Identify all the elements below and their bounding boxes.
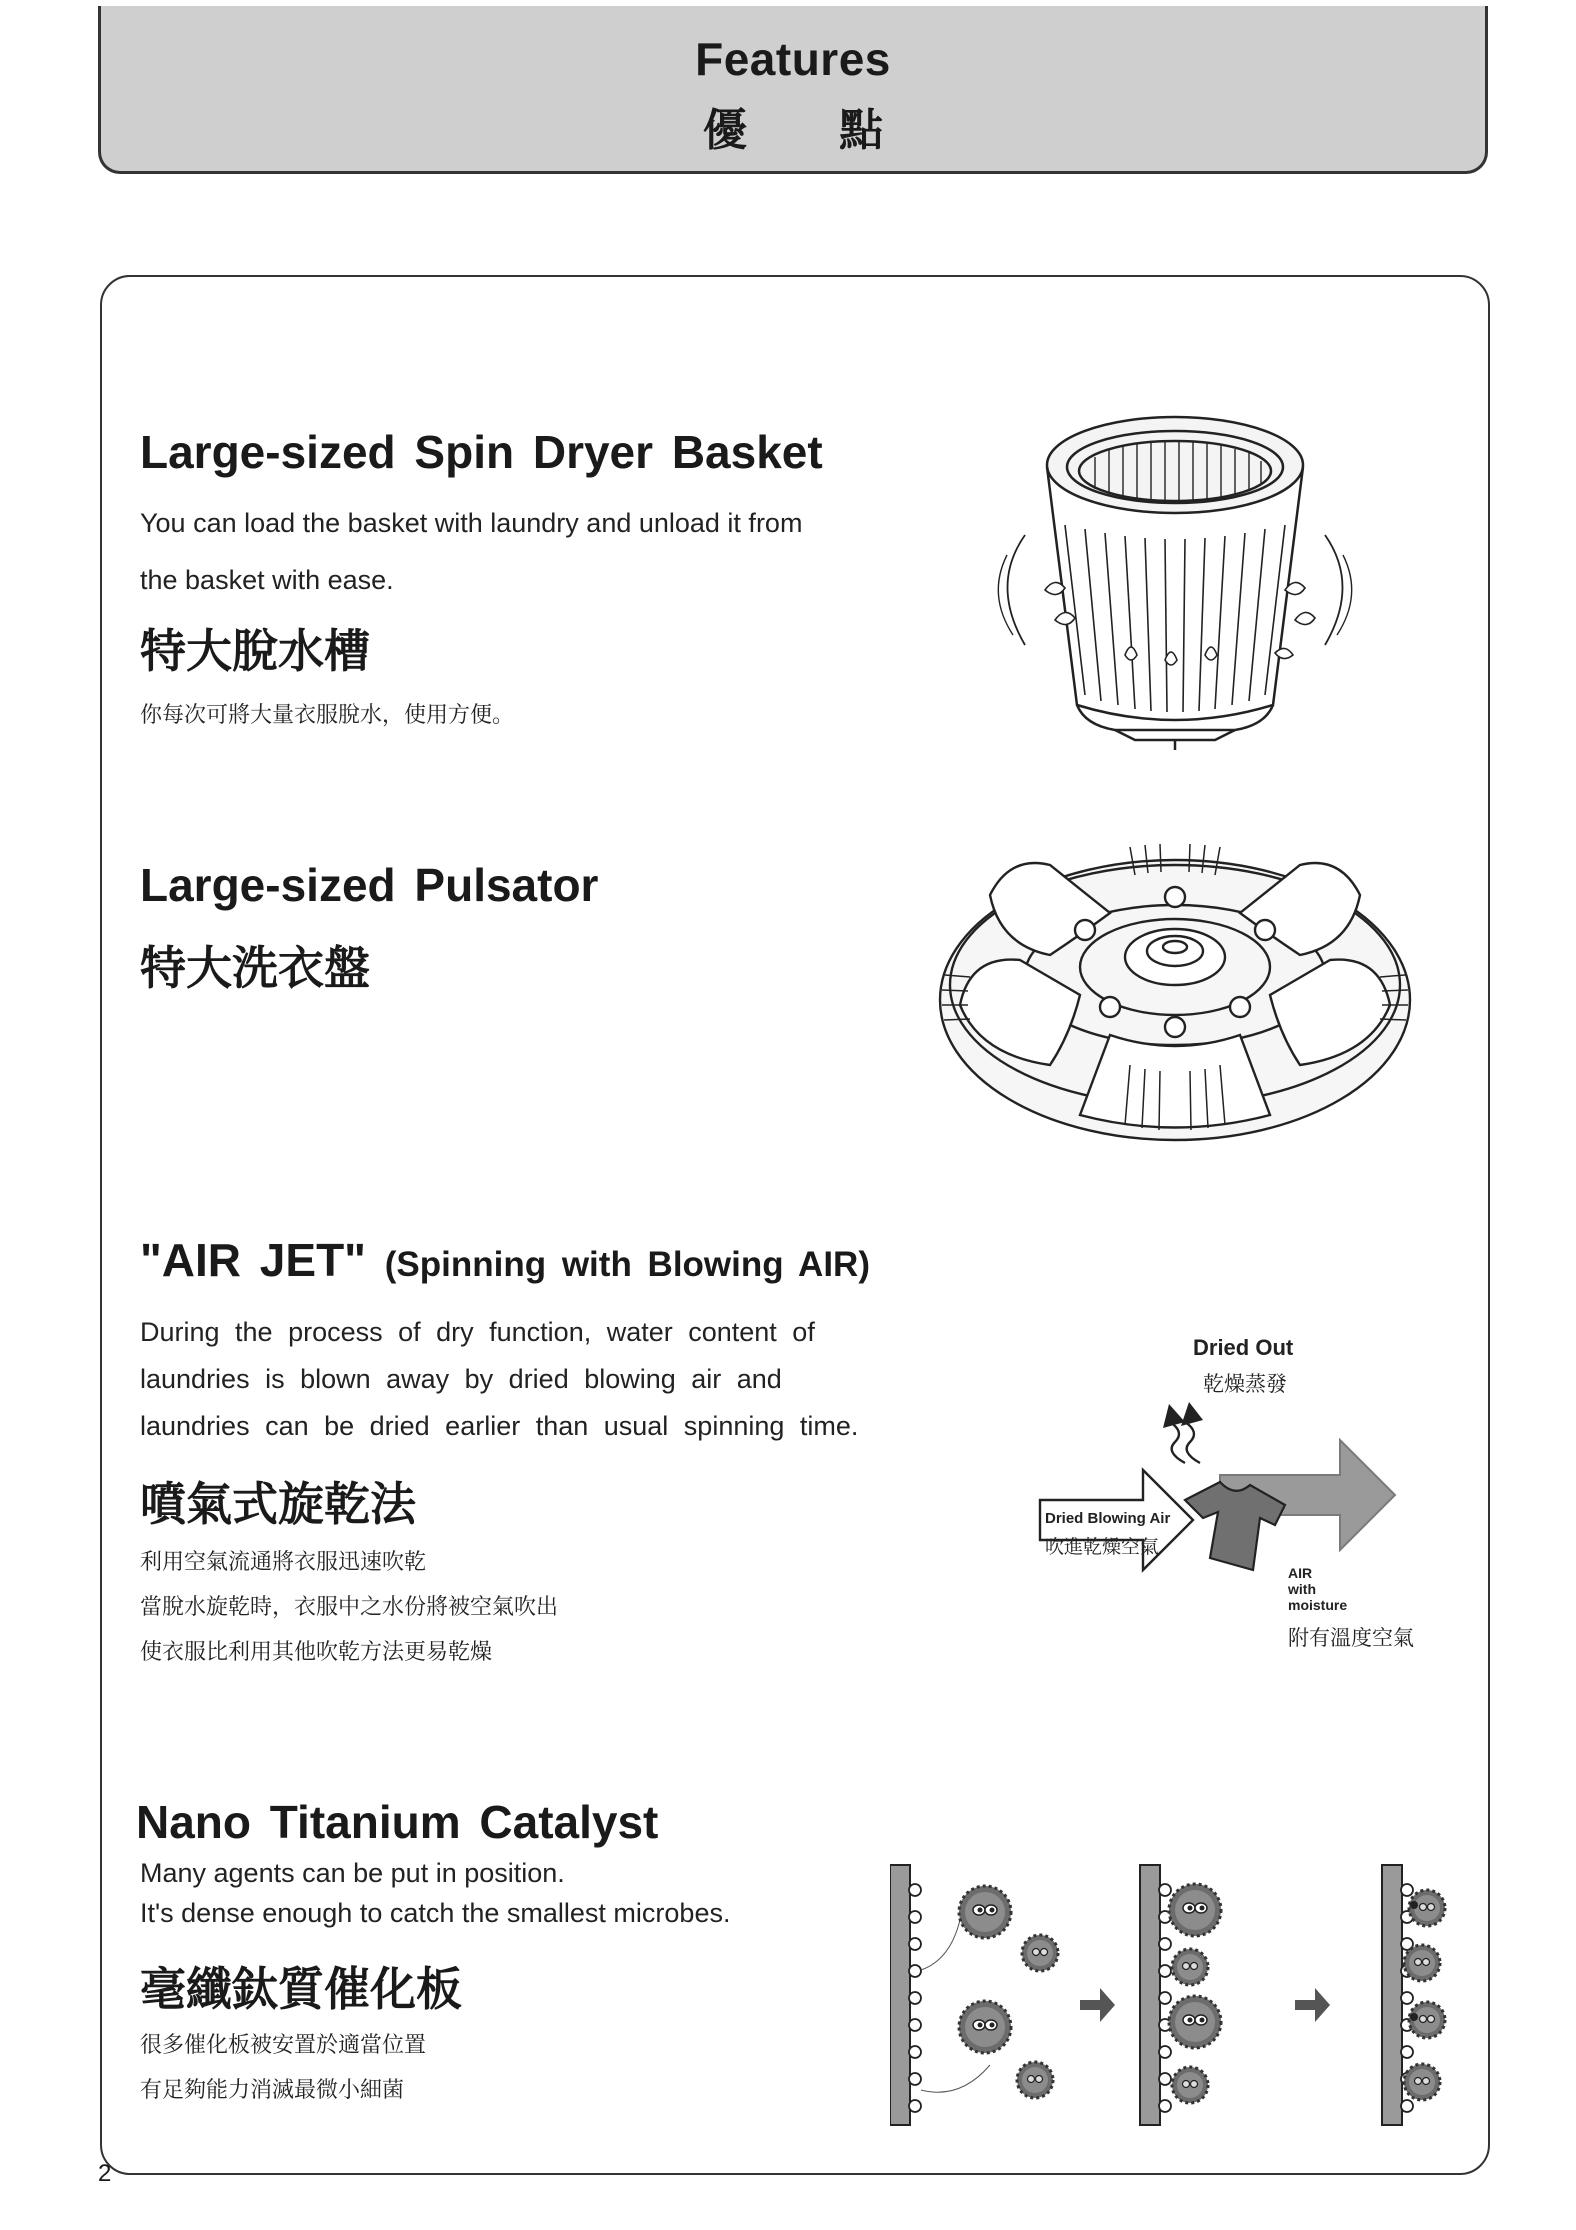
blowing-air-label-zh: 吹進乾燥空氣 xyxy=(1045,1536,1160,1558)
air-jet-desc-en-1: During the process of dry function, water content of xyxy=(140,1317,815,1347)
section-nano-catalyst xyxy=(136,1795,731,2113)
air-jet-desc-zh-1: 利用空氣流通將衣服迅速吹乾 xyxy=(140,1550,427,1575)
spin-basket-desc-en-1: You can load the basket with laundry and unload it from xyxy=(140,508,803,538)
air-jet-desc-zh-2: 當脫水旋乾時，衣服中之水份將被空氣吹出 xyxy=(140,1595,559,1620)
air-jet-desc-en-2: laundries is blown away by dried blowing air and xyxy=(140,1364,782,1394)
page-number: 2 xyxy=(98,2160,112,2187)
air-jet-desc-en-3: laundries can be dried earlier than usual spinning time. xyxy=(140,1411,859,1441)
air-jet-title-en: "AIR JET" xyxy=(140,1234,366,1286)
nano-desc-zh-1: 很多催化板被安置於適當位置 xyxy=(140,2033,427,2058)
header-title-zh: 優 點 xyxy=(702,106,924,155)
dried-out-label-zh: 乾燥蒸發 xyxy=(1203,1372,1287,1396)
spin-basket-desc-zh: 你每次可將大量衣服脫水，使用方便。 xyxy=(140,703,515,728)
section-pulsator xyxy=(140,858,598,998)
air-moisture-label-3: moisture xyxy=(1288,1597,1348,1613)
spin-basket-illustration xyxy=(985,405,1365,755)
nano-title-en: Nano Titanium Catalyst xyxy=(136,1796,659,1848)
air-moisture-label-1: AIR xyxy=(1288,1565,1313,1581)
nano-catalyst-diagram xyxy=(890,1860,1450,2130)
spin-basket-desc-en-2: the basket with ease. xyxy=(140,565,394,595)
air-moisture-label-2: with xyxy=(1288,1581,1316,1597)
section-air-jet xyxy=(140,1233,895,1675)
spin-basket-title-en: Large-sized Spin Dryer Basket xyxy=(140,426,823,478)
pulsator-illustration xyxy=(930,835,1420,1155)
nano-desc-en-2: It's dense enough to catch the smallest microbes. xyxy=(140,1898,731,1928)
blowing-air-label-en: Dried Blowing Air xyxy=(1045,1510,1171,1527)
header-title-en: Features xyxy=(695,33,891,85)
features-header xyxy=(98,6,1488,174)
air-jet-desc-zh-3: 使衣服比利用其他吹乾方法更易乾燥 xyxy=(140,1640,493,1665)
air-jet-title-zh: 噴氣式旋乾法 xyxy=(140,1477,416,1531)
spin-basket-title-zh: 特大脫水槽 xyxy=(140,624,370,678)
section-spin-basket xyxy=(140,425,823,738)
pulsator-title-en: Large-sized Pulsator xyxy=(140,859,599,911)
air-jet-title-sub: (Spinning with Blowing AIR) xyxy=(384,1245,870,1284)
nano-desc-zh-2: 有足夠能力消滅最微小細菌 xyxy=(140,2078,405,2103)
dried-out-label-en: Dried Out xyxy=(1193,1335,1294,1360)
air-moisture-label-zh: 附有溫度空氣 xyxy=(1288,1626,1414,1650)
nano-desc-en-1: Many agents can be put in position. xyxy=(140,1858,565,1888)
pulsator-title-zh: 特大洗衣盤 xyxy=(140,941,370,995)
air-jet-title xyxy=(140,1233,895,1287)
nano-title-zh: 毫纖鈦質催化板 xyxy=(140,1962,462,2016)
